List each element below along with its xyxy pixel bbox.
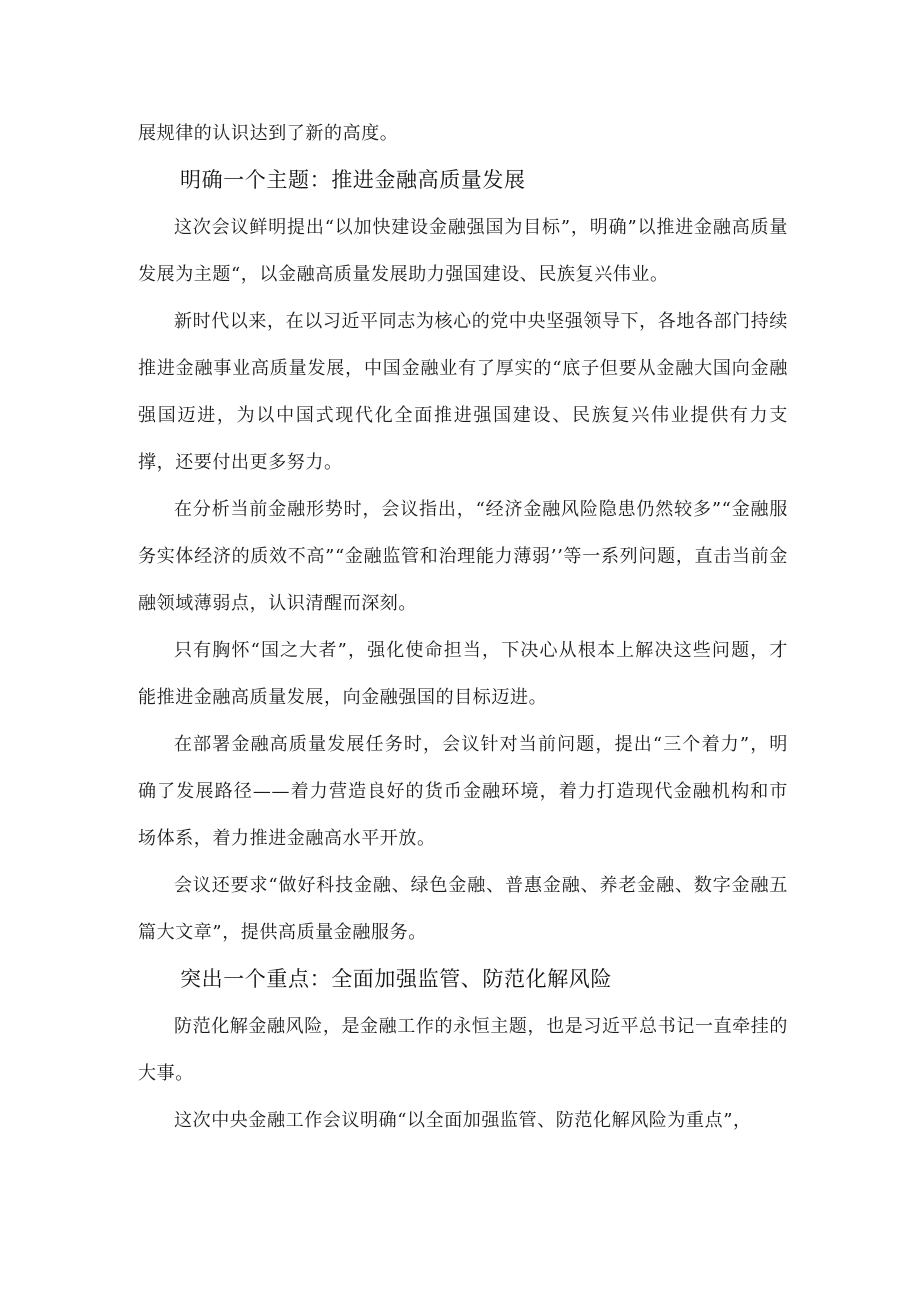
paragraph: 新时代以来，在以习近平同志为核心的党中央坚强领导下，各地各部门持续推进金融事业高质量发展，中国金融业有了厚实的“底子但要从金融大国向金融强国迈进，为以中国式现代化全面推进强国建设、民族复兴伟业提供有力支撑，还要付出更多努力。	[138, 311, 788, 473]
paragraph: 在部署金融高质量发展任务时，会议针对当前问题，提出“三个着力”，明确了发展路径——着力营造良好的货币金融环境，着力打造现代金融机构和市场体系，着力推进金融高水平开放。	[138, 734, 788, 849]
article-body	[138, 110, 788, 1144]
continuation-text: 展规律的认识达到了新的高度。	[138, 123, 399, 144]
paragraph: 防范化解金融风险，是金融工作的永恒主题，也是习近平总书记一直牵挂的大事。	[138, 1016, 788, 1084]
paragraph: 会议还要求“做好科技金融、绿色金融、普惠金融、养老金融、数字金融五篇大文章”，提供高质量金融服务。	[138, 875, 788, 943]
paragraph: 只有胸怀“国之大者”，强化使命担当，下决心从根本上解决这些问题，才能推进金融高质量发展，向金融强国的目标迈进。	[138, 640, 788, 708]
paragraph: 在分析当前金融形势时，会议指出，“经济金融风险隐患仍然较多”“金融服务实体经济的质效不高”“金融监管和治理能力薄弱’’等一系列问题，直击当前金融领域薄弱点，认识清醒而深刻。	[138, 499, 788, 614]
section-heading-focus: 突出一个重点：全面加强监管、防范化解风险	[180, 967, 612, 991]
paragraph: 这次中央金融工作会议明确“以全面加强监管、防范化解风险为重点”，	[174, 1110, 752, 1131]
paragraph: 这次会议鲜明提出“以加快建设金融强国为目标”，明确”以推进金融高质量发展为主题“，以金融高质量发展助力强国建设、民族复兴伟业。	[138, 217, 788, 285]
section-heading-theme: 明确一个主题：推进金融高质量发展	[180, 168, 526, 192]
